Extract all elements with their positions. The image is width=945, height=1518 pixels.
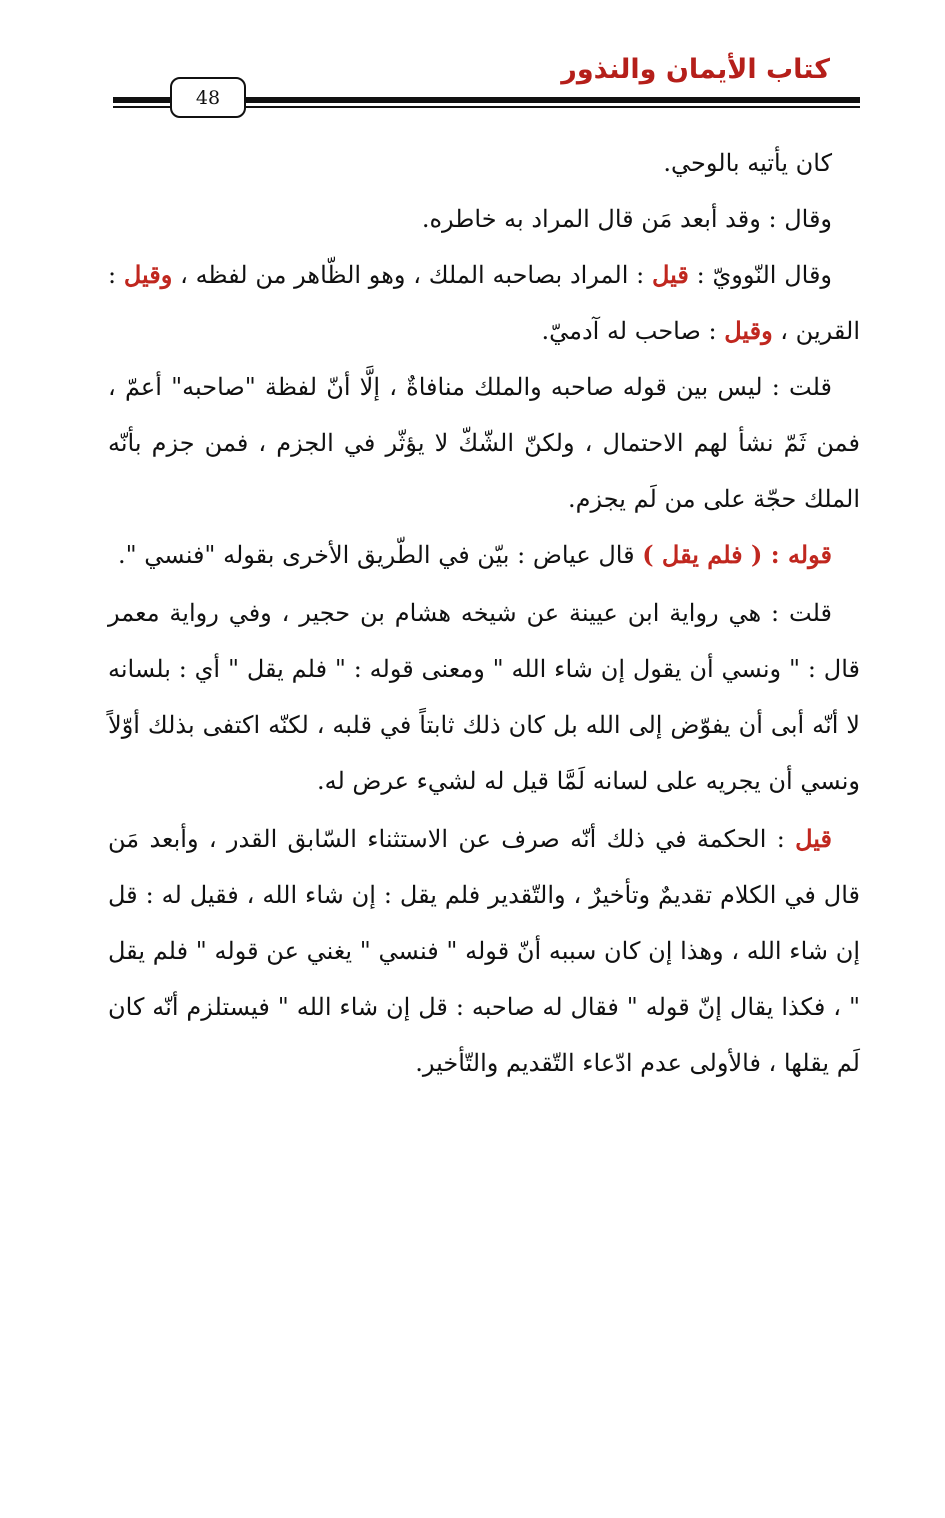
keyword-qila-1: قيل (651, 260, 689, 289)
keyword-qawluhu: قوله : ( فلم يقل ) (642, 540, 832, 569)
keyword-waqila-2: وقيل (724, 316, 773, 345)
paragraph-3-text-c: : القرين ، (108, 261, 860, 345)
paragraph-4: قلت : ليس بين قوله صاحبه والملك منافاةٌ ، إلَّا أنّ لفظة "صاحبه" أعمّ ، فمن ثَمّ نشأ لهم الاحتمال ، ولكنّ الشّكّ لا يؤثّر في الجزم ، فمن جزم بأنّه الملك حجّة على من لَم يجزم. (108, 373, 860, 513)
book-title: كتاب الأيمان والنذور (561, 54, 830, 85)
paragraph-7-text: : الحكمة في ذلك أنّه صرف عن الاستثناء السّابق القدر ، وأبعد مَن قال في الكلام تقديمٌ وتأخيرٌ ، والتّقدير فلم يقل : إن شاء الله ، فقيل له : قل إن شاء الله ، وهذا إن كان سببه أنّ قوله " فنسي " يغني عن قوله " فلم يقل " ، فكذا يقال إنّ قوله " فقال له صاحبه : قل إن شاء الله " فيستلزم أنّه كان لَم يقلها ، فالأولى عدم ادّعاء التّقديم والتّأخير. (108, 825, 861, 1077)
paragraph-5-text: قال عياض : بيّن في الطّريق الأخرى بقوله "فنسي ". (117, 541, 643, 569)
paragraph-3-text-b: : المراد بصاحبه الملك ، وهو الظّاهر من لفظه ، (172, 261, 652, 289)
page-number: 48 (170, 77, 246, 118)
paragraph-2: وقال : وقد أبعد مَن قال المراد به خاطره. (421, 205, 832, 233)
paragraph-6: قلت : هي رواية ابن عيينة عن شيخه هشام بن حجير ، وفي رواية معمر قال : " ونسي أن يقول إن شاء الله " ومعنى قوله : " فلم يقل " أي : بلسانه لا أنّه أبى أن يفوّض إلى الله بل كان ذلك ثابتاً في قلبه ، لكنّه اكتفى بذلك أوّلاً ونسي أن يجريه على لسانه لَمَّا قيل له لشيء عرض له. (108, 599, 860, 795)
keyword-waqila-1: وقيل (123, 260, 173, 289)
paragraph-3-text-a: وقال النّوويّ : (688, 261, 833, 289)
paragraph-1: كان يأتيه بالوحي. (663, 149, 832, 177)
paragraph-7 (108, 811, 860, 1091)
page-body (108, 135, 860, 1091)
keyword-qila-2: قيل (795, 824, 833, 853)
paragraph-3 (108, 247, 860, 359)
paragraph-3-text-d: : صاحب له آدميّ. (541, 317, 725, 345)
paragraph-5 (108, 527, 860, 583)
